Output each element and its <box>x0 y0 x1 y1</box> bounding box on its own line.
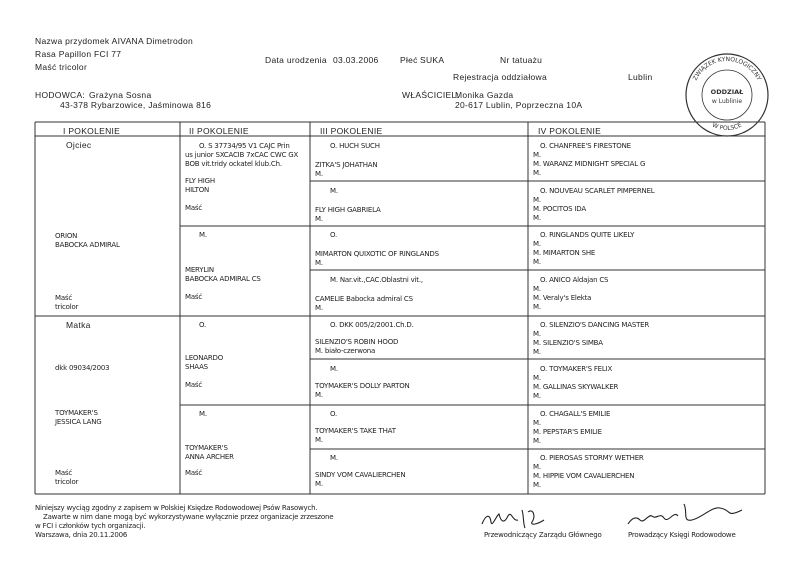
gen2-dam-color-label: Maść <box>185 293 203 301</box>
mother-color-label: Maść <box>55 469 73 477</box>
sex-label: Płeć <box>400 55 418 65</box>
gen4-5-sire-color: M. <box>533 330 541 338</box>
gen4-4-sire: O. ANICO Aldajan CS <box>540 276 609 284</box>
gen2-sire-titles-2: BOB vit.tridy ockatel klub.Ch. <box>185 160 282 168</box>
gen4-2-dam-color: M. <box>533 214 541 222</box>
gen2-dam-name: MERYLIN <box>185 266 214 274</box>
gen4-3-dam-color: M. <box>533 258 541 266</box>
gen4-6-dam-color: M. <box>533 392 541 400</box>
gen2-msire-color-label: Maść <box>185 381 203 389</box>
gen4-8-sire-color: M. <box>533 463 541 471</box>
gen4-6-sire: O. TOYMAKER'S FELIX <box>540 365 613 373</box>
gen4-1-dam: M. WARANZ MIDNIGHT SPECIAL G <box>533 160 646 168</box>
tattoo-label: Nr tatuażu <box>500 55 543 65</box>
gen4-1-sire-color: M. <box>533 151 541 159</box>
father-name: ORION <box>55 232 78 240</box>
mother-registration: dkk 09034/2003 <box>55 364 110 372</box>
gen2-sire-color-label: Maść <box>185 204 203 212</box>
gen2-sire-registration: O. S 37734/95 V1 CAJC Prin <box>199 142 290 150</box>
gen4-7-dam-color: M. <box>533 437 541 445</box>
gen4-6-sire-color: M. <box>533 374 541 382</box>
mother-name: TOYMAKER'S <box>55 409 98 417</box>
gen3-1-color: M. <box>315 170 323 178</box>
breeder-name: Grażyna Sosna <box>89 90 152 100</box>
gen2-dam-prefix: M. <box>199 231 207 239</box>
birth-date: 03.03.2006 <box>333 55 379 65</box>
gen4-6-dam: M. GALLINAS SKYWALKER <box>533 383 619 391</box>
col-header-gen3: III POKOLENIE <box>320 126 383 136</box>
owner-label: WŁAŚCICIEL: <box>402 90 460 100</box>
father-kennel: BABOCKA ADMIRAL <box>55 241 120 249</box>
col-header-gen1: I POKOLENIE <box>63 126 121 136</box>
gen3-1-name: ZITKA'S JOHATHAN <box>315 161 378 169</box>
gen4-5-sire: O. SILENZIO'S DANCING MASTER <box>540 321 650 329</box>
stamp-top-text: ZWIĄZEK KYNOLOGICZNY <box>691 55 763 82</box>
gen4-8-sire: O. PIEROSAS STORMY WETHER <box>540 454 644 462</box>
stamp-center-line1: ODDZIAŁ <box>710 88 744 96</box>
mother-kennel: JESSICA LANG <box>55 418 102 426</box>
color-line: Maść tricolor <box>35 62 88 72</box>
sex-value: SUKA <box>420 55 445 65</box>
gen4-3-sire: O. RINGLANDS QUITE LIKELY <box>540 231 635 239</box>
gen2-sire-titles-1: us junior SXCACIB 7xCAC CWC GX <box>185 151 299 159</box>
father-color: tricolor <box>55 303 79 311</box>
gen3-8-name: SINDY VOM CAVALIERCHEN <box>315 471 406 479</box>
footer-line-3: w FCI i członków tych organizacji. <box>35 522 146 530</box>
gen3-7-color: M. <box>315 436 323 444</box>
gen4-2-sire: O. NOUVEAU SCARLET PIMPERNEL <box>540 187 655 195</box>
gen3-8-color: M. <box>315 480 323 488</box>
signature-registrar-label: Prowadzący Księgi Rodowodowe <box>628 531 736 539</box>
father-color-label: Maść <box>55 294 73 302</box>
gen2-mdam-color-label: Maść <box>185 469 203 477</box>
gen4-5-dam: M. SILENZIO'S SIMBA <box>533 339 603 347</box>
gen4-4-dam: M. Veraly's Elekta <box>533 294 592 302</box>
gen4-2-dam: M. POCITOS IDA <box>533 205 586 213</box>
gen4-1-sire: O. CHANFREE'S FIRESTONE <box>540 142 631 150</box>
gen4-7-sire-color: M. <box>533 419 541 427</box>
gen2-dam-kennel: BABOCKA ADMIRAL CS <box>185 275 261 283</box>
gen2-mdam-name: TOYMAKER'S <box>185 444 228 452</box>
stamp-bottom-text: W POLSCE <box>711 121 743 133</box>
dog-name-line: Nazwa przydomek AIVANA Dimetrodon <box>35 36 194 46</box>
mother-color: tricolor <box>55 478 79 486</box>
gen4-3-sire-color: M. <box>533 240 541 248</box>
registration-city: Lublin <box>628 72 653 82</box>
col-header-gen4: IV POKOLENIE <box>538 126 602 136</box>
gen3-5-name: SILENZIO'S ROBIN HOOD <box>315 338 399 346</box>
breeder-label: HODOWCA: <box>35 90 86 100</box>
gen4-7-sire: O. CHAGALL'S EMILIE <box>540 410 611 418</box>
registration-label: Rejestracja oddziałowa <box>453 72 548 82</box>
gen3-7-name: TOYMAKER'S TAKE THAT <box>315 427 396 435</box>
gen3-8-top: M. <box>330 454 338 462</box>
gen4-8-dam: M. HIPPIE VOM CAVALIERCHEN <box>533 472 635 480</box>
gen2-sire-name: FLY HIGH <box>185 177 215 185</box>
gen4-5-dam-color: M. <box>533 348 541 356</box>
gen3-4-name: CAMELIE Babocka admiral CS <box>315 295 413 303</box>
mother-label: Matka <box>66 320 91 330</box>
gen2-sire-kennel: HILTON <box>185 186 210 194</box>
footer-date: Warszawa, dnia 20.11.2006 <box>35 531 128 539</box>
gen3-6-color: M. <box>315 391 323 399</box>
signature-registrar <box>622 498 752 532</box>
gen3-4-color: M. <box>315 304 323 312</box>
gen4-3-dam: M. MIMARTON SHE <box>533 249 596 257</box>
breeder-address: 43-378 Rybarzowice, Jaśminowa 816 <box>60 100 212 110</box>
gen2-msire-kennel: SHAAS <box>185 363 208 371</box>
birth-date-label: Data urodzenia <box>265 55 327 65</box>
gen3-3-name: MIMARTON QUIXOTIC OF RINGLANDS <box>315 250 439 258</box>
footer-line-2: Zawarte w nim dane mogą być wykorzystywane wyłącznie przez organizacje zrzeszone <box>43 513 334 521</box>
gen3-2-color: M. <box>315 215 323 223</box>
gen2-msire-name: LEONARDO <box>185 354 224 362</box>
gen2-mdam-kennel: ANNA ARCHER <box>185 453 234 461</box>
gen2-mdam-prefix: M. <box>199 410 207 418</box>
gen2-msire-prefix: O. <box>199 321 207 329</box>
owner-address: 20-617 Lublin, Poprzeczna 10A <box>455 100 583 110</box>
gen3-1-top: O. HUCH SUCH <box>330 142 380 150</box>
signature-chairman-label: Przewodniczący Zarządu Głównego <box>484 531 602 539</box>
gen4-2-sire-color: M. <box>533 196 541 204</box>
breed-line: Rasa Papillon FCI 77 <box>35 49 122 59</box>
gen3-6-top: M. <box>330 365 338 373</box>
gen4-7-dam: M. PEPSTAR'S EMILIE <box>533 428 602 436</box>
gen4-4-dam-color: M. <box>533 303 541 311</box>
gen3-7-top: O. <box>330 410 338 418</box>
gen3-5-color: M. biało-czerwona <box>315 347 376 355</box>
gen3-3-color: M. <box>315 259 323 267</box>
gen3-3-top: O. <box>330 231 338 239</box>
gen4-8-dam-color: M. <box>533 481 541 489</box>
stamp-center-line2: w Lublinie <box>711 98 743 105</box>
footer-line-1: Niniejszy wyciąg zgodny z zapisem w Polskiej Księdze Rodowodowej Psów Rasowych. <box>35 504 318 512</box>
gen4-1-dam-color: M. <box>533 169 541 177</box>
gen3-2-name: FLY HIGH GABRIELA <box>315 206 381 214</box>
col-header-gen2: II POKOLENIE <box>189 126 249 136</box>
gen3-5-top: O. DKK 005/2/2001.Ch.D. <box>330 321 414 329</box>
gen4-4-sire-color: M. <box>533 285 541 293</box>
father-label: Ojciec <box>66 140 92 150</box>
owner-name: Monika Gazda <box>455 90 514 100</box>
gen3-2-top: M. <box>330 187 338 195</box>
gen3-4-top: M. Nar.vit.,CAC.Oblastni vit., <box>330 276 423 284</box>
gen3-6-name: TOYMAKER'S DOLLY PARTON <box>315 382 410 390</box>
